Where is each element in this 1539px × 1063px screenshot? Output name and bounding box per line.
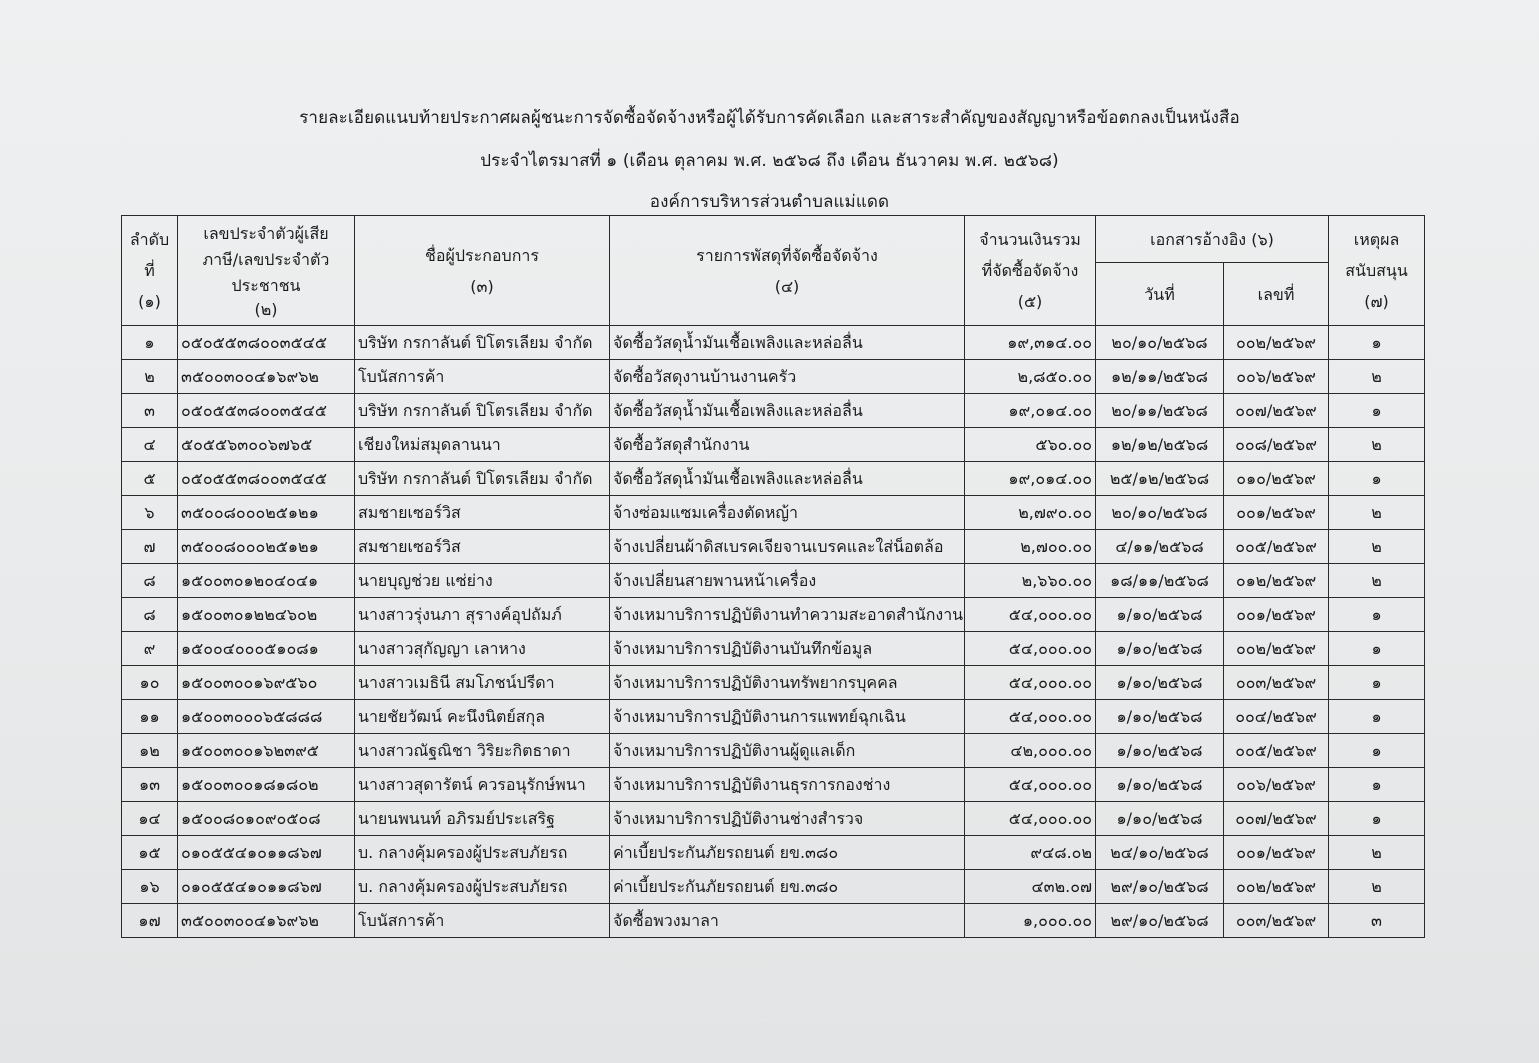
cell-doc-no: ๐๐๖/๒๕๖๙ — [1224, 360, 1329, 394]
cell-doc-no: ๐๐๘/๒๕๖๙ — [1224, 428, 1329, 462]
cell-doc-no: ๐๐๓/๒๕๖๙ — [1224, 904, 1329, 938]
cell-tax-id: ๑๕๐๐๓๐๑๒๒๔๖๐๒ — [178, 598, 355, 632]
cell-tax-id: ๓๕๐๐๓๐๐๔๑๖๙๖๒ — [178, 904, 355, 938]
cell-amount: ๕๔,๐๐๐.๐๐ — [965, 700, 1096, 734]
table-row — [122, 564, 1425, 598]
header-seq: ลำดับ ที่ (๑) — [122, 216, 178, 326]
table-row — [122, 904, 1425, 938]
cell-reason: ๑ — [1329, 632, 1425, 666]
cell-vendor: บ. กลางคุ้มครองผู้ประสบภัยรถ — [355, 836, 610, 870]
header-date: วันที่ — [1096, 263, 1224, 326]
cell-vendor: บ. กลางคุ้มครองผู้ประสบภัยรถ — [355, 870, 610, 904]
cell-item: จ้างเหมาบริการปฏิบัติงานผู้ดูแลเด็ก — [610, 734, 965, 768]
cell-vendor: สมชายเซอร์วิส — [355, 530, 610, 564]
cell-date: ๑/๑๐/๒๕๖๘ — [1096, 734, 1224, 768]
table-row — [122, 802, 1425, 836]
cell-reason: ๑ — [1329, 802, 1425, 836]
cell-item: จ้างเปลี่ยนสายพานหน้าเครื่อง — [610, 564, 965, 598]
document-title: รายละเอียดแนบท้ายประกาศผลผู้ชนะการจัดซื้อจัดจ้างหรือผู้ได้รับการคัดเลือก และสาระสำคัญของสัญญาหรือข้อตกลงเป็นหนังสือ — [299, 108, 1240, 128]
cell-tax-id: ๑๕๐๐๓๐๐๑๖๒๓๙๕ — [178, 734, 355, 768]
cell-item: จัดซื้อวัสดุงานบ้านงานครัว — [610, 360, 965, 394]
cell-item: จัดซื้อวัสดุน้ำมันเชื้อเพลิงและหล่อลื่น — [610, 462, 965, 496]
cell-reason: ๒ — [1329, 496, 1425, 530]
table-row — [122, 496, 1425, 530]
cell-amount: ๒,๘๕๐.๐๐ — [965, 360, 1096, 394]
cell-amount: ๕๔,๐๐๐.๐๐ — [965, 802, 1096, 836]
cell-seq: ๑ — [122, 326, 178, 360]
cell-reason: ๒ — [1329, 564, 1425, 598]
cell-amount: ๕๔,๐๐๐.๐๐ — [965, 768, 1096, 802]
cell-doc-no: ๐๐๗/๒๕๖๙ — [1224, 394, 1329, 428]
cell-amount: ๕๖๐.๐๐ — [965, 428, 1096, 462]
cell-amount: ๕๔,๐๐๐.๐๐ — [965, 632, 1096, 666]
cell-tax-id: ๑๕๐๐๓๐๑๒๐๔๐๔๑ — [178, 564, 355, 598]
cell-reason: ๑ — [1329, 462, 1425, 496]
cell-vendor: นางสาวณัฐณิชา วิริยะกิตธาดา — [355, 734, 610, 768]
cell-date: ๑/๑๐/๒๕๖๘ — [1096, 666, 1224, 700]
cell-date: ๑/๑๐/๒๕๖๘ — [1096, 768, 1224, 802]
cell-seq: ๕ — [122, 462, 178, 496]
cell-doc-no: ๐๑๒/๒๕๖๙ — [1224, 564, 1329, 598]
cell-seq: ๑๒ — [122, 734, 178, 768]
cell-vendor: นางสาวรุ่งนภา สุรางค์อุปถัมภ์ — [355, 598, 610, 632]
cell-amount: ๙๔๘.๐๒ — [965, 836, 1096, 870]
cell-doc-no: ๐๐๔/๒๕๖๙ — [1224, 700, 1329, 734]
table-row — [122, 598, 1425, 632]
cell-reason: ๑ — [1329, 734, 1425, 768]
cell-seq: ๔ — [122, 428, 178, 462]
cell-doc-no: ๐๐๖/๒๕๖๙ — [1224, 768, 1329, 802]
cell-date: ๒๐/๑๐/๒๕๖๘ — [1096, 326, 1224, 360]
cell-seq: ๒ — [122, 360, 178, 394]
procurement-table — [121, 215, 1425, 938]
cell-vendor: นายชัยวัฒน์ คะนึงนิตย์สกุล — [355, 700, 610, 734]
cell-reason: ๒ — [1329, 836, 1425, 870]
cell-tax-id: ๐๑๐๕๕๔๑๐๑๑๘๖๗ — [178, 870, 355, 904]
cell-seq: ๘ — [122, 564, 178, 598]
cell-date: ๑/๑๐/๒๕๖๘ — [1096, 700, 1224, 734]
table-row — [122, 360, 1425, 394]
cell-doc-no: ๐๐๓/๒๕๖๙ — [1224, 666, 1329, 700]
cell-amount: ๕๔,๐๐๐.๐๐ — [965, 666, 1096, 700]
header-amount: จำนวนเงินรวม ที่จัดซื้อจัดจ้าง (๕) — [965, 216, 1096, 326]
cell-tax-id: ๓๕๐๐๓๐๐๔๑๖๙๖๒ — [178, 360, 355, 394]
cell-date: ๒๙/๑๐/๒๕๖๘ — [1096, 904, 1224, 938]
cell-date: ๒๐/๑๑/๒๕๖๘ — [1096, 394, 1224, 428]
cell-amount: ๔๓๒.๐๗ — [965, 870, 1096, 904]
cell-item: จัดซื้อพวงมาลา — [610, 904, 965, 938]
cell-date: ๑/๑๐/๒๕๖๘ — [1096, 802, 1224, 836]
cell-seq: ๗ — [122, 530, 178, 564]
cell-amount: ๕๔,๐๐๐.๐๐ — [965, 598, 1096, 632]
cell-vendor: นางสาวสุดารัตน์ ควรอนุรักษ์พนา — [355, 768, 610, 802]
cell-tax-id: ๐๕๐๕๕๓๘๐๐๓๕๔๕ — [178, 462, 355, 496]
cell-doc-no: ๐๐๕/๒๕๖๙ — [1224, 734, 1329, 768]
cell-reason: ๓ — [1329, 904, 1425, 938]
table-row — [122, 870, 1425, 904]
cell-reason: ๑ — [1329, 326, 1425, 360]
cell-seq: ๑๕ — [122, 836, 178, 870]
cell-date: ๒๔/๑๐/๒๕๖๘ — [1096, 836, 1224, 870]
cell-seq: ๑๓ — [122, 768, 178, 802]
cell-doc-no: ๐๐๗/๒๕๖๙ — [1224, 802, 1329, 836]
cell-date: ๒๕/๑๒/๒๕๖๘ — [1096, 462, 1224, 496]
cell-amount: ๑,๐๐๐.๐๐ — [965, 904, 1096, 938]
cell-doc-no: ๐๐๑/๒๕๖๙ — [1224, 496, 1329, 530]
cell-vendor: โบนัสการค้า — [355, 904, 610, 938]
cell-amount: ๒,๗๙๐.๐๐ — [965, 496, 1096, 530]
cell-date: ๑๒/๑๒/๒๕๖๘ — [1096, 428, 1224, 462]
cell-item: จ้างเหมาบริการปฏิบัติงานธุรการกองช่าง — [610, 768, 965, 802]
cell-tax-id: ๐๕๐๕๕๓๘๐๐๓๕๔๕ — [178, 394, 355, 428]
cell-reason: ๑ — [1329, 700, 1425, 734]
document-period: ประจำไตรมาสที่ ๑ (เดือน ตุลาคม พ.ศ. ๒๕๖๘ ถึง เดือน ธันวาคม พ.ศ. ๒๕๖๘) — [480, 151, 1059, 171]
cell-doc-no: ๐๐๑/๒๕๖๙ — [1224, 598, 1329, 632]
cell-seq: ๓ — [122, 394, 178, 428]
cell-vendor: บริษัท กรกาลันต์ ปิโตรเลียม จำกัด — [355, 326, 610, 360]
cell-amount: ๒,๖๖๐.๐๐ — [965, 564, 1096, 598]
cell-item: จัดซื้อวัสดุสำนักงาน — [610, 428, 965, 462]
cell-item: จ้างเปลี่ยนผ้าดิสเบรคเจียจานเบรคและใส่น็อตล้อ — [610, 530, 965, 564]
cell-doc-no: ๐๐๕/๒๕๖๙ — [1224, 530, 1329, 564]
header-vendor: ชื่อผู้ประกอบการ (๓) — [355, 216, 610, 326]
header-tax-id: เลขประจำตัวผู้เสีย ภาษี/เลขประจำตัว ประชาชน (๒) — [178, 216, 355, 326]
cell-seq: ๖ — [122, 496, 178, 530]
organization-name: องค์การบริหารส่วนตำบลแม่แดด — [649, 192, 890, 212]
cell-doc-no: ๐๐๒/๒๕๖๙ — [1224, 326, 1329, 360]
cell-seq: ๑๔ — [122, 802, 178, 836]
cell-date: ๒๐/๑๐/๒๕๖๘ — [1096, 496, 1224, 530]
cell-item: จ้างเหมาบริการปฏิบัติงานบันทึกข้อมูล — [610, 632, 965, 666]
cell-amount: ๑๙,๐๑๔.๐๐ — [965, 462, 1096, 496]
table-row — [122, 666, 1425, 700]
cell-vendor: นางสาวเมธินี สมโภชน์ปรีดา — [355, 666, 610, 700]
cell-seq: ๑๖ — [122, 870, 178, 904]
cell-amount: ๑๙,๓๑๔.๐๐ — [965, 326, 1096, 360]
cell-item: จัดซื้อวัสดุน้ำมันเชื้อเพลิงและหล่อลื่น — [610, 394, 965, 428]
table-row — [122, 836, 1425, 870]
cell-date: ๑๘/๑๑/๒๕๖๘ — [1096, 564, 1224, 598]
cell-tax-id: ๑๕๐๐๘๐๑๐๙๐๕๐๘ — [178, 802, 355, 836]
header-reason: เหตุผล สนับสนุน (๗) — [1329, 216, 1425, 326]
cell-reason: ๒ — [1329, 530, 1425, 564]
cell-item: จ้างเหมาบริการปฏิบัติงานช่างสำรวจ — [610, 802, 965, 836]
header-item: รายการพัสดุที่จัดซื้อจัดจ้าง (๔) — [610, 216, 965, 326]
table-row — [122, 394, 1425, 428]
cell-reason: ๑ — [1329, 598, 1425, 632]
cell-amount: ๒,๗๐๐.๐๐ — [965, 530, 1096, 564]
cell-tax-id: ๓๕๐๐๘๐๐๐๒๕๑๒๑ — [178, 530, 355, 564]
cell-vendor: นายนพนนท์ อภิรมย์ประเสริฐ — [355, 802, 610, 836]
cell-doc-no: ๐๐๒/๒๕๖๙ — [1224, 870, 1329, 904]
cell-tax-id: ๓๕๐๐๘๐๐๐๒๕๑๒๑ — [178, 496, 355, 530]
cell-vendor: นายบุญช่วย แซ่ย่าง — [355, 564, 610, 598]
cell-date: ๔/๑๑/๒๕๖๘ — [1096, 530, 1224, 564]
cell-date: ๑๒/๑๑/๒๕๖๘ — [1096, 360, 1224, 394]
table-header-row — [122, 216, 1425, 263]
cell-reason: ๑ — [1329, 666, 1425, 700]
cell-vendor: นางสาวสุกัญญา เลาหาง — [355, 632, 610, 666]
cell-doc-no: ๐๐๒/๒๕๖๙ — [1224, 632, 1329, 666]
table-row — [122, 632, 1425, 666]
cell-date: ๑/๑๐/๒๕๖๘ — [1096, 598, 1224, 632]
table-row — [122, 530, 1425, 564]
cell-vendor: บริษัท กรกาลันต์ ปิโตรเลียม จำกัด — [355, 394, 610, 428]
cell-item: ค่าเบี้ยประกันภัยรถยนต์ ยข.๓๘๐ — [610, 836, 965, 870]
table-row — [122, 768, 1425, 802]
cell-reason: ๑ — [1329, 394, 1425, 428]
cell-tax-id: ๐๕๐๕๕๓๘๐๐๓๕๔๕ — [178, 326, 355, 360]
cell-tax-id: ๐๑๐๕๕๔๑๐๑๑๘๖๗ — [178, 836, 355, 870]
cell-item: ค่าเบี้ยประกันภัยรถยนต์ ยข.๓๘๐ — [610, 870, 965, 904]
cell-reason: ๑ — [1329, 768, 1425, 802]
cell-vendor: บริษัท กรกาลันต์ ปิโตรเลียม จำกัด — [355, 462, 610, 496]
cell-amount: ๑๙,๐๑๔.๐๐ — [965, 394, 1096, 428]
cell-item: จ้างเหมาบริการปฏิบัติงานทรัพยากรบุคคล — [610, 666, 965, 700]
cell-vendor: เชียงใหม่สมุดลานนา — [355, 428, 610, 462]
cell-date: ๑/๑๐/๒๕๖๘ — [1096, 632, 1224, 666]
cell-seq: ๑๐ — [122, 666, 178, 700]
table-row — [122, 326, 1425, 360]
cell-doc-no: ๐๑๐/๒๕๖๙ — [1224, 462, 1329, 496]
table-row — [122, 734, 1425, 768]
cell-doc-no: ๐๐๑/๒๕๖๙ — [1224, 836, 1329, 870]
table-body — [122, 326, 1425, 938]
cell-date: ๒๙/๑๐/๒๕๖๘ — [1096, 870, 1224, 904]
cell-seq: ๙ — [122, 632, 178, 666]
cell-vendor: สมชายเซอร์วิส — [355, 496, 610, 530]
cell-reason: ๒ — [1329, 360, 1425, 394]
cell-seq: ๑๑ — [122, 700, 178, 734]
table-row — [122, 462, 1425, 496]
cell-tax-id: ๑๕๐๐๓๐๐๑๘๑๘๐๒ — [178, 768, 355, 802]
cell-item: จ้างเหมาบริการปฏิบัติงานทำความสะอาดสำนักงาน — [610, 598, 965, 632]
cell-item: จ้างซ่อมแซมเครื่องตัดหญ้า — [610, 496, 965, 530]
cell-item: จ้างเหมาบริการปฏิบัติงานการแพทย์ฉุกเฉิน — [610, 700, 965, 734]
cell-amount: ๔๒,๐๐๐.๐๐ — [965, 734, 1096, 768]
cell-reason: ๒ — [1329, 870, 1425, 904]
cell-tax-id: ๑๕๐๐๓๐๐๐๖๕๘๘๘ — [178, 700, 355, 734]
cell-vendor: โบนัสการค้า — [355, 360, 610, 394]
table-row — [122, 700, 1425, 734]
cell-seq: ๑๗ — [122, 904, 178, 938]
cell-tax-id: ๑๕๐๐๔๐๐๐๕๑๐๘๑ — [178, 632, 355, 666]
cell-item: จัดซื้อวัสดุน้ำมันเชื้อเพลิงและหล่อลื่น — [610, 326, 965, 360]
header-reference-docs: เอกสารอ้างอิง (๖) — [1096, 216, 1329, 263]
cell-reason: ๒ — [1329, 428, 1425, 462]
table-row — [122, 428, 1425, 462]
header-doc-no: เลขที่ — [1224, 263, 1329, 326]
cell-seq: ๘ — [122, 598, 178, 632]
cell-tax-id: ๕๐๕๕๖๓๐๐๖๗๖๕ — [178, 428, 355, 462]
cell-tax-id: ๑๕๐๐๓๐๐๑๖๙๕๖๐ — [178, 666, 355, 700]
